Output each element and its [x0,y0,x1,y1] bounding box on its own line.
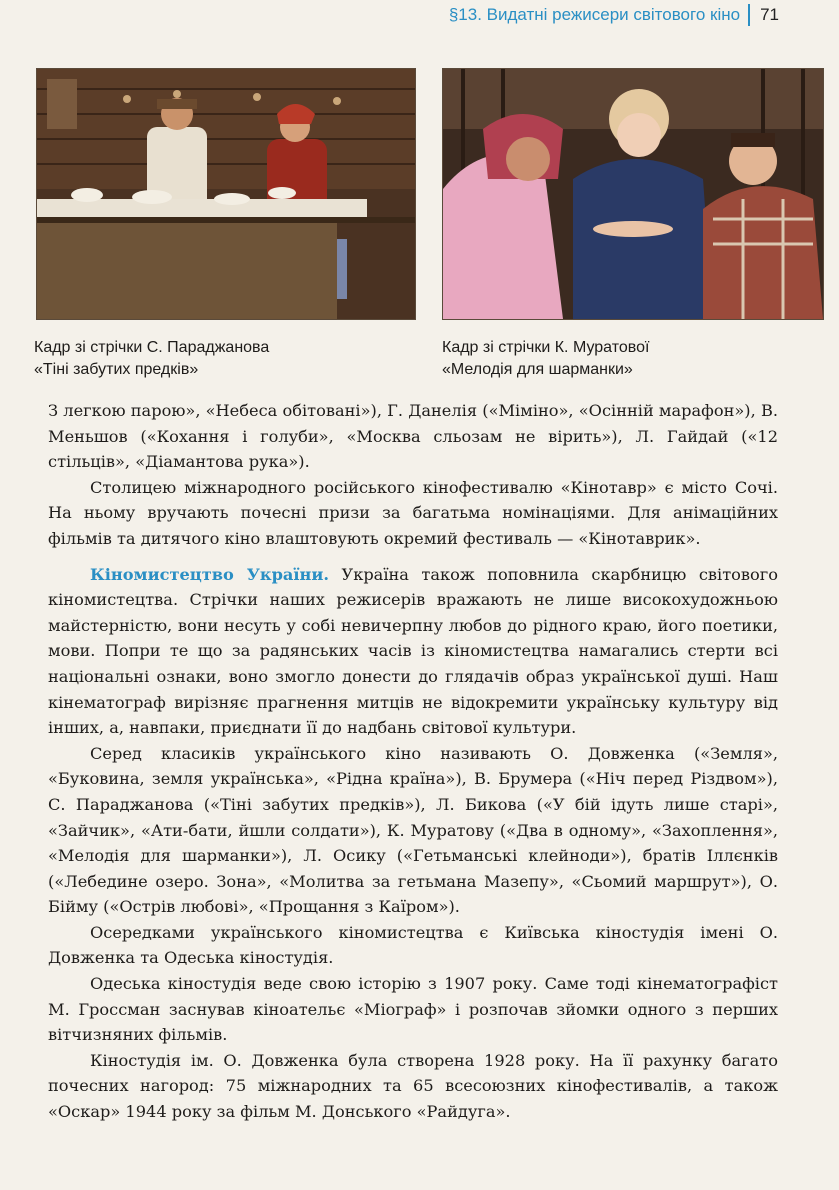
film-still-paradzhanov [36,68,416,320]
header-divider [748,4,750,26]
body-text [48,398,778,1125]
caption-line: Кадр зі стрічки К. Муратової [442,339,650,356]
page-number: 71 [760,5,779,24]
caption-line: «Тіні забутих предків» [34,361,199,378]
paragraph: Столицею міжнародного російського кінофестивалю «Кінотавр» є місто Сочі. На ньому вручають почесні призи за багатьма номінаціями. Для анімаційних фільмів та дитячого кіно влаштовують окремий фестиваль — «Кінотаврик». [48,477,778,548]
paragraph-text: Україна також поповнила скарбницю світового кіномистецтва. Стрічки наших режисерів вражають не лише високохудожньою майстерністю, вони несуть у собі невичерпну любов до рідного краю, його поетики, мови. Попри те що за радянських часів із кіномистецтва намагались стерти всі національні ознаки, воно змогло донести до глядачів образ української душі. Наш кінематограф вирізняє прагнення митців не відокремити українську культуру від інших, а, навпаки, приєднати її до надбань світової культури. [48,564,778,738]
paragraph: Серед класиків українського кіно називають О. Довженка («Земля», «Буковина, земля українська», «Рідна країна»), В. Брумера («Ніч перед Різдвом»), С. Параджанова («Тіні забутих предків»), Л. Бикова («У бій ідуть лише старі», «Зайчик», «Ати-бати, йшли солдати»), К. Муратову («Два в одному», «Захоплення», «Мелодія для шарманки»), Л. Осику («Гетьманські клейноди»), братів Іллєнків («Лебедине озеро. Зона», «Молитва за гетьмана Мазепу», «Сьомий маршрут»), О. Бійму («Острів любові», «Прощання з Каїром»). [48,743,778,917]
film-still-muratova [442,68,824,320]
running-header [449,4,779,26]
paragraph: Одеська кіностудія веде свою історію з 1907 року. Саме тоді кінематографіст М. Гроссман заснував кіноательє «Міограф» і розпочав зйомки одного з перших вітчизняних фільмів. [48,974,778,1045]
paragraph: З легкою парою», «Небеса обітовані»), Г. Данелія («Міміно», «Осінній марафон»), В. Меньшов («Кохання і голуби», «Москва сльозам не вірить»), Л. Гайдай («12 стільців», «Діамантова рука»). [48,401,778,472]
paragraph-ukraine [48,562,778,741]
section-heading-ukraine-cinema: Кіномистецтво України. [90,564,330,584]
paragraph: Осередками українського кіномистецтва є Київська кіностудія імені О. Довженка та Одеська кіностудія. [48,922,778,968]
paragraph: Кіностудія ім. О. Довженка була створена 1928 року. На її рахунку багато почесних нагород: 75 міжнародних та 65 всесоюзних кінофестивалів, а також «Оскар» 1944 року за фільм М. Донського «Райдуга». [48,1050,778,1122]
caption-line: «Мелодія для шарманки» [442,361,633,378]
figure-caption-left [34,337,269,381]
figure-caption-right [442,337,649,381]
caption-line: Кадр зі стрічки С. Параджанова [34,339,270,356]
section-title: §13. Видатні режисери світового кіно [448,5,741,24]
